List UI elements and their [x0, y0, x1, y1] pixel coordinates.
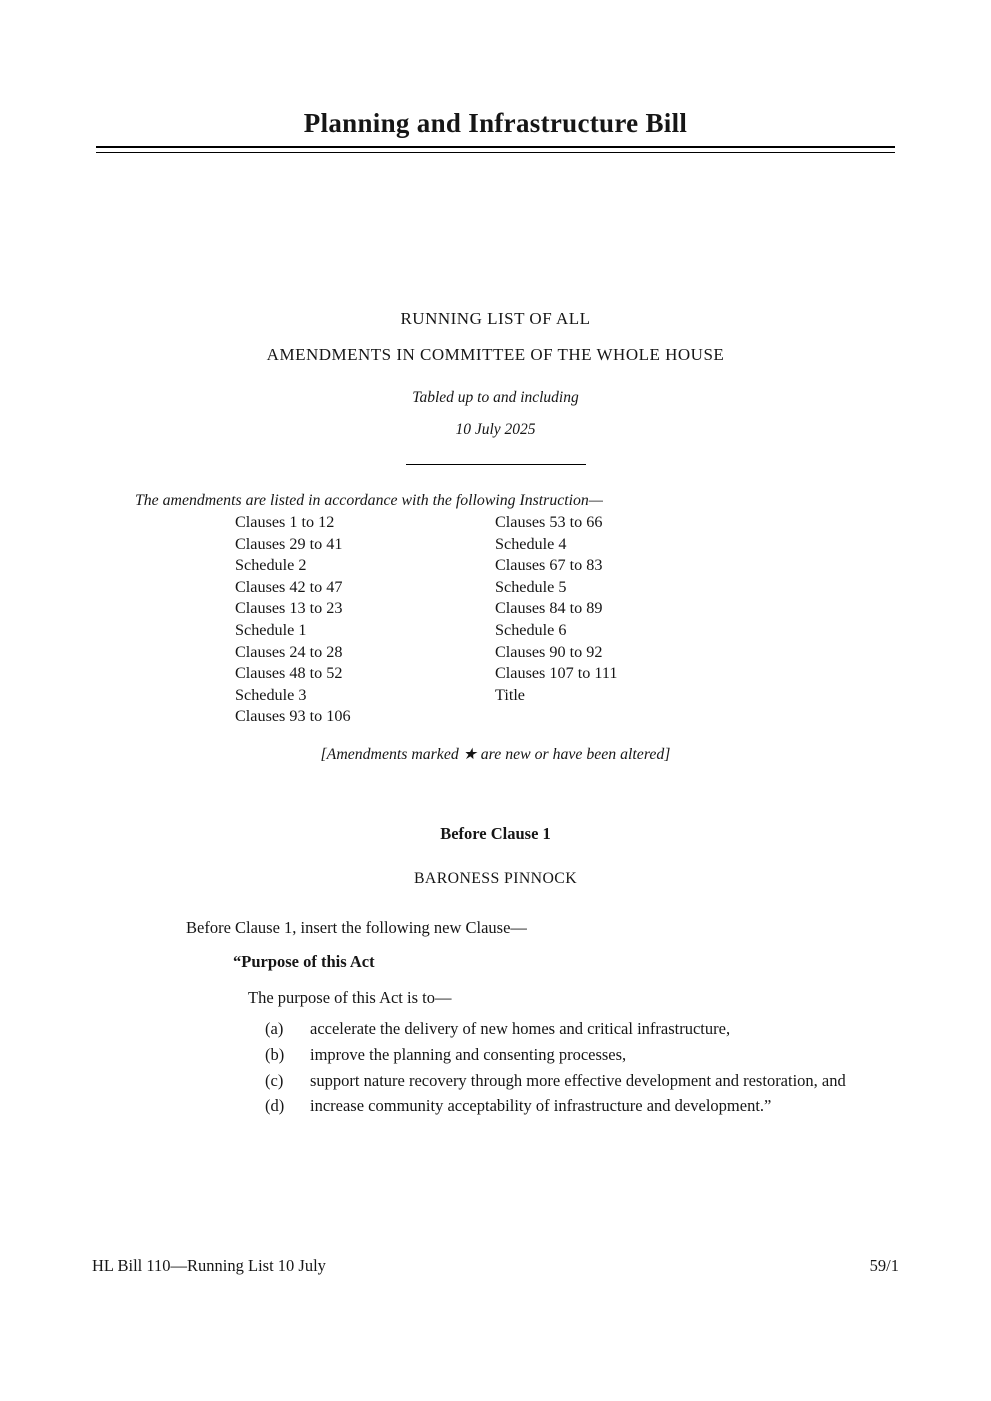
separator-rule [406, 464, 586, 465]
clause-item-list [265, 1016, 895, 1119]
clause-list-item: Clauses 29 to 41 [235, 534, 343, 553]
clause-body-intro: The purpose of this Act is to— [248, 987, 452, 1007]
clause-list-item: Schedule 6 [495, 621, 567, 640]
clause-list-item: Schedule 5 [495, 577, 567, 596]
instruction-clause-list [235, 512, 895, 728]
clause-item-a [265, 1016, 895, 1042]
clause-list-item: Clauses 93 to 106 [235, 707, 351, 726]
clause-list-item: Clauses 53 to 66 [495, 513, 603, 532]
running-list-heading-line1: RUNNING LIST OF ALL [400, 309, 591, 329]
clause-list-item: Schedule 4 [495, 534, 567, 553]
clause-list-item: Schedule 1 [235, 621, 307, 640]
clause-list-item: Clauses 42 to 47 [235, 577, 343, 596]
marked-amendments-note: [Amendments marked ★ are new or have been altered] [320, 745, 671, 763]
footer-page-number: 59/1 [869, 1256, 899, 1275]
title-double-rule [96, 146, 895, 153]
clause-list-left [235, 512, 495, 728]
clause-list-item: Clauses 24 to 28 [235, 642, 343, 661]
tabled-date: 10 July 2025 [455, 421, 536, 439]
clause-item-b [265, 1042, 895, 1068]
bill-title: Planning and Infrastructure Bill [303, 108, 688, 138]
new-clause-title: “Purpose of this Act [233, 951, 375, 971]
clause-list-right [495, 512, 617, 728]
clause-item-c [265, 1068, 895, 1094]
clause-list-item: Clauses 1 to 12 [235, 513, 335, 532]
clause-item-label: (d) [265, 1096, 285, 1116]
footer-bill-reference: HL Bill 110—Running List 10 July [92, 1256, 326, 1275]
clause-item-d [265, 1093, 895, 1119]
clause-list-item: Schedule 2 [235, 556, 307, 575]
instruction-intro: The amendments are listed in accordance with the following Instruction— [135, 492, 603, 510]
section-heading-before-clause-1: Before Clause 1 [440, 823, 551, 843]
clause-list-item: Clauses 90 to 92 [495, 642, 603, 661]
clause-item-text: increase community acceptability of infrastructure and development.” [310, 1096, 772, 1116]
clause-list-item: Clauses 67 to 83 [495, 556, 603, 575]
clause-item-label: (c) [265, 1070, 284, 1090]
running-list-heading-line2: AMENDMENTS IN COMMITTEE OF THE WHOLE HOUSE [266, 345, 725, 365]
clause-item-label: (b) [265, 1044, 285, 1064]
clause-item-text: improve the planning and consenting processes, [310, 1044, 627, 1064]
amendment-instruction: Before Clause 1, insert the following new Clause— [186, 917, 527, 937]
clause-list-item: Clauses 84 to 89 [495, 599, 603, 618]
clause-list-item: Title [495, 685, 525, 704]
tabled-note: Tabled up to and including [412, 389, 579, 407]
clause-list-item: Clauses 13 to 23 [235, 599, 343, 618]
clause-list-item: Schedule 3 [235, 685, 307, 704]
clause-item-text: support nature recovery through more effective development and restoration, and [310, 1070, 846, 1090]
member-name: BARONESS PINNOCK [413, 869, 578, 887]
clause-list-item: Clauses 48 to 52 [235, 664, 343, 683]
clause-item-text: accelerate the delivery of new homes and critical infrastructure, [310, 1018, 731, 1038]
clause-item-label: (a) [265, 1018, 284, 1038]
clause-list-item: Clauses 107 to 111 [495, 664, 618, 683]
page-footer [0, 1256, 991, 1276]
